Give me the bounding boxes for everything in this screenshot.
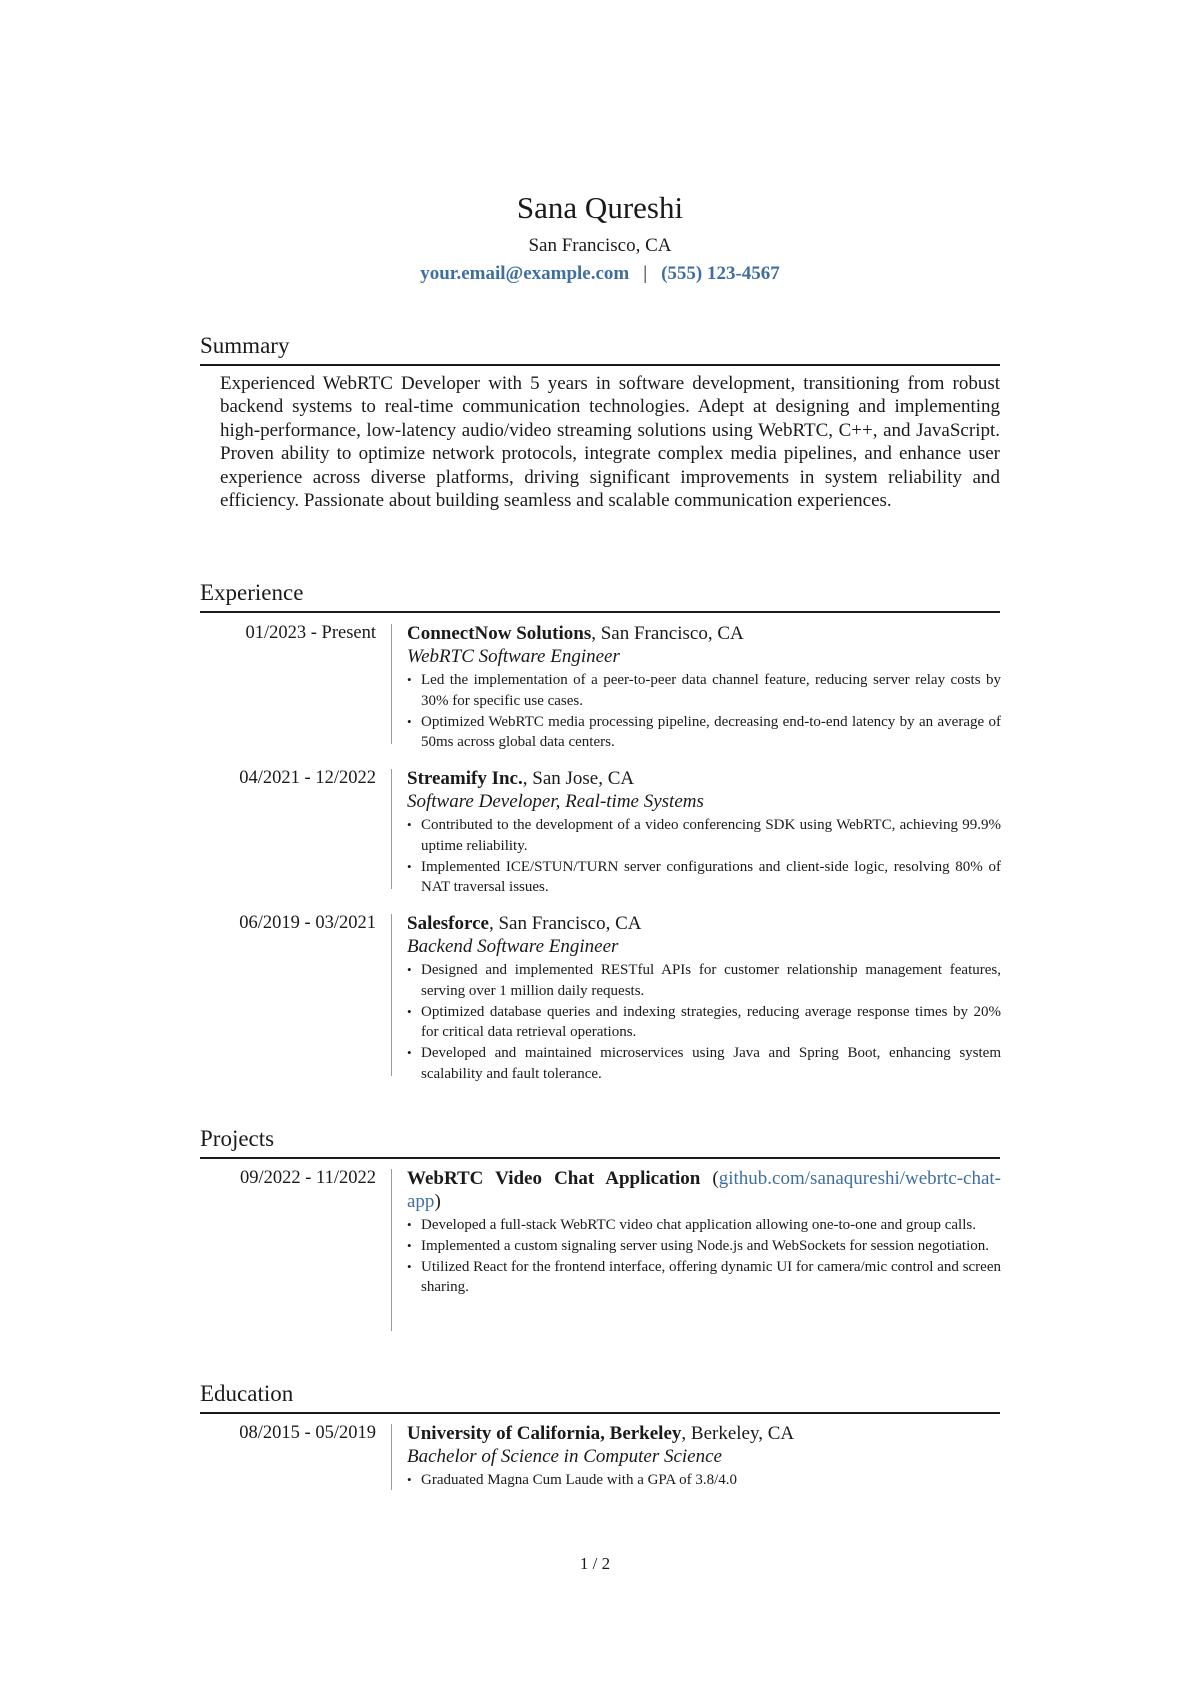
entry-org <box>407 1422 1001 1445</box>
entry-org <box>407 622 1001 645</box>
org-name: ConnectNow Solutions <box>407 623 592 644</box>
bullet-item: • Developed and maintained microservices using Java and Spring Boot, enhancing system scalability and fault tolerance. <box>407 1043 1001 1085</box>
org-name: Salesforce <box>407 913 489 934</box>
page-number: 1 / 2 <box>579 1554 611 1573</box>
org-name: University of California, Berkeley <box>407 1423 682 1444</box>
bullet-item: • Utilized React for the frontend interface, offering dynamic UI for camera/mic control and screen sharing. <box>407 1257 1001 1299</box>
entry-role: WebRTC Software Engineer <box>407 646 620 667</box>
contact-line <box>200 261 1000 287</box>
bullet-item: • Contributed to the development of a video conferencing SDK using WebRTC, achieving 99.9% uptime reliability. <box>407 815 1001 857</box>
bullet-item: • Implemented ICE/STUN/TURN server configurations and client-side logic, resolving 80% of NAT traversal issues. <box>407 857 1001 899</box>
org-name: Streamify Inc. <box>407 768 523 789</box>
section-title-summary: Summary <box>200 331 1000 366</box>
bullet-item: • Designed and implemented RESTful APIs for customer relationship management features, serving over 1 million daily requests. <box>407 960 1001 1002</box>
contact-separator: | <box>643 263 648 284</box>
bullet-item: • Optimized WebRTC media processing pipeline, decreasing end-to-end latency by an average of 50ms across global data centers. <box>407 712 1001 754</box>
section-title-projects: Projects <box>200 1124 1000 1159</box>
entry-body <box>407 912 1001 1085</box>
bullet-list <box>407 670 1001 753</box>
entry-divider <box>391 914 392 1076</box>
entry-role: Software Developer, Real-time Systems <box>407 791 704 812</box>
org-location: , San Francisco, CA <box>591 623 744 644</box>
bullet-list <box>407 960 1001 1085</box>
entry-body <box>407 622 1001 753</box>
bullet-list <box>407 815 1001 898</box>
entry-date: 01/2023 - Present <box>245 623 376 643</box>
entry-org <box>407 912 1001 935</box>
bullet-item: • Implemented a custom signaling server using Node.js and WebSockets for session negotiation. <box>407 1236 1001 1257</box>
bullet-item: • Optimized database queries and indexing strategies, reducing average response times by 20% for critical data retrieval operations. <box>407 1002 1001 1044</box>
org-location: , Berkeley, CA <box>681 1423 795 1444</box>
entry-date: 06/2019 - 03/2021 <box>239 913 376 933</box>
entry-role: Backend Software Engineer <box>407 936 619 957</box>
entry-divider <box>391 769 392 889</box>
email-link[interactable]: your.email@example.com <box>420 263 630 284</box>
entry-org <box>407 767 1001 790</box>
entry-role: Bachelor of Science in Computer Science <box>407 1446 722 1467</box>
section-title-education: Education <box>200 1379 1000 1414</box>
entry-divider <box>391 1169 392 1331</box>
bullet-list <box>407 1470 1001 1491</box>
project-title <box>407 1167 1001 1213</box>
entry-date: 09/2022 - 11/2022 <box>239 1168 376 1188</box>
phone-link[interactable]: (555) 123-4567 <box>661 263 780 284</box>
paren-open: ( <box>700 1168 719 1189</box>
entry-divider <box>391 624 392 744</box>
entry-body <box>407 1422 1001 1491</box>
entry-date: 08/2015 - 05/2019 <box>239 1423 376 1443</box>
bullet-item: • Led the implementation of a peer-to-peer data channel feature, reducing server relay costs by 30% for specific use cases. <box>407 670 1001 712</box>
paren-close: ) <box>434 1191 441 1212</box>
entry-body <box>407 1167 1001 1298</box>
entry-date: 04/2021 - 12/2022 <box>239 768 376 788</box>
entry-divider <box>391 1424 392 1490</box>
bullet-list <box>407 1215 1001 1298</box>
bullet-item: • Graduated Magna Cum Laude with a GPA of 3.8/4.0 <box>407 1470 1001 1491</box>
project-name: WebRTC Video Chat Application <box>407 1168 701 1189</box>
candidate-name: Sana Qureshi <box>516 190 684 225</box>
section-title-experience: Experience <box>200 578 1000 613</box>
summary-text: Experienced WebRTC Developer with 5 years in software development, transitioning from robust backend systems to real-time communication technologies. Adept at designing and implementing high-performance, low-latency audio/video streaming solutions using WebRTC, C++, and JavaScript. Proven ability to optimize network protocols, integrate complex media pipelines, and enhance user experience across diverse platforms, driving significant improvements in system reliability and efficiency. Passionate about building seamless and scalable communication experiences. <box>220 373 1000 512</box>
org-location: , San Jose, CA <box>522 768 635 789</box>
candidate-location: San Francisco, CA <box>528 235 672 256</box>
entry-body <box>407 767 1001 898</box>
org-location: , San Francisco, CA <box>488 913 642 934</box>
project-repo-link[interactable]: github.com/sanaqureshi/webrtc-chat-app <box>407 1168 1002 1212</box>
bullet-item: • Developed a full-stack WebRTC video chat application allowing one-to-one and group calls. <box>407 1215 1001 1236</box>
